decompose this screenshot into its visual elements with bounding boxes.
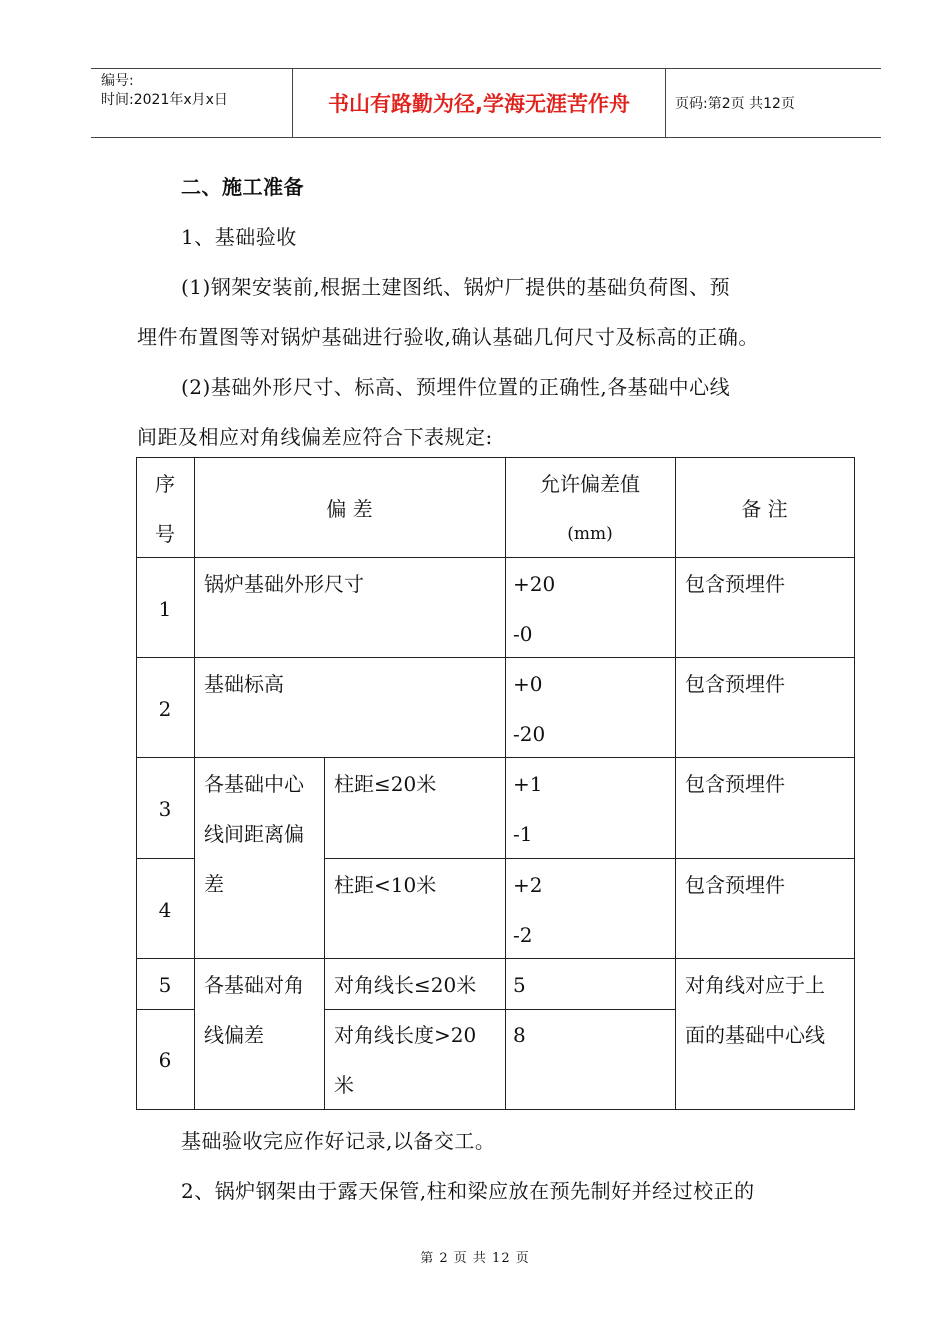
table-border-top (136, 457, 855, 458)
doc-number-label: 编号: (101, 73, 134, 89)
row-4-value-lower: -2 (513, 923, 533, 947)
group-2-label-line-1: 各基础对角 (204, 973, 304, 997)
row-1-seq: 1 (158, 597, 172, 621)
table-row-line (136, 657, 855, 658)
table-col-line (194, 457, 195, 1110)
doc-time-label: 时间:2021年x月x日 (101, 92, 228, 108)
row-2-note: 包含预埋件 (685, 672, 785, 696)
subsection-2-text: 2、锅炉钢架由于露天保管,柱和梁应放在预先制好并经过校正的 (181, 1179, 755, 1203)
row-2-value-lower: -20 (513, 722, 546, 746)
row-5-condition: 对角线长≤20米 (334, 973, 477, 997)
table-border-right (854, 457, 855, 1110)
row-4-note: 包含预埋件 (685, 873, 785, 897)
paragraph-2-line-1: (2)基础外形尺寸、标高、预埋件位置的正确性,各基础中心线 (181, 375, 731, 399)
page-footer: 第 2 页 共 12 页 (420, 1251, 530, 1266)
table-row-line (136, 557, 855, 558)
paragraph-2-line-2: 间距及相应对角线偏差应符合下表规定: (137, 425, 493, 449)
subsection-1-title: 1、基础验收 (181, 225, 297, 249)
table-row-line (324, 858, 855, 859)
row-2-seq: 2 (158, 697, 172, 721)
header-seq-1: 序 (155, 472, 175, 496)
group-1-label-line-2: 线间距离偏 (204, 822, 304, 846)
paragraph-1-line-2: 埋件布置图等对锅炉基础进行验收,确认基础几何尺寸及标高的正确。 (137, 325, 759, 349)
header-deviation: 偏 差 (326, 497, 373, 521)
table-border-bottom (136, 1109, 855, 1110)
row-4-seq: 4 (158, 898, 172, 922)
row-6-condition-line-1: 对角线长度>20 (334, 1023, 477, 1047)
row-3-note: 包含预埋件 (685, 772, 785, 796)
row-1-value-lower: -0 (513, 622, 533, 646)
section-title: 二、施工准备 (181, 175, 304, 199)
group-1-label-line-3: 差 (204, 872, 224, 896)
header-allowed-value: 允许偏差值 (540, 472, 640, 496)
table-row-line (136, 858, 194, 859)
row-6-condition-line-2: 米 (334, 1073, 354, 1097)
header-slogan: 书山有路勤为径,学海无涯苦作舟 (328, 92, 630, 116)
row-4-value-upper: +2 (513, 873, 543, 897)
row-2-value-upper: +0 (513, 672, 543, 696)
row-2-item: 基础标高 (204, 672, 284, 696)
header-unit: (mm) (567, 524, 613, 544)
row-5-seq: 5 (158, 973, 172, 997)
table-row-line (136, 757, 855, 758)
row-3-seq: 3 (158, 797, 172, 821)
row-3-value-lower: -1 (513, 822, 533, 846)
table-col-line (324, 757, 325, 1110)
table-row-line (136, 958, 855, 959)
row-1-value-upper: +20 (513, 572, 556, 596)
group-2-label-line-2: 线偏差 (204, 1023, 264, 1047)
paragraph-1-line-1: (1)钢架安装前,根据土建图纸、锅炉厂提供的基础负荷图、预 (181, 275, 731, 299)
header-page-info: 页码:第2页 共12页 (675, 96, 795, 112)
header-note: 备 注 (741, 497, 788, 521)
row-6-value: 8 (513, 1023, 526, 1047)
group-1-label-line-1: 各基础中心 (204, 772, 304, 796)
group-2-note-line-1: 对角线对应于上 (685, 973, 825, 997)
row-6-seq: 6 (158, 1048, 172, 1072)
row-5-value: 5 (513, 973, 526, 997)
row-1-note: 包含预埋件 (685, 572, 785, 596)
row-4-condition: 柱距<10米 (334, 873, 437, 897)
row-3-value-upper: +1 (513, 772, 543, 796)
table-col-line (675, 457, 676, 1110)
header-seq-2: 号 (155, 522, 175, 546)
after-table-text: 基础验收完应作好记录,以备交工。 (181, 1129, 496, 1153)
row-3-condition: 柱距≤20米 (334, 772, 437, 796)
group-2-note-line-2: 面的基础中心线 (685, 1023, 825, 1047)
row-1-item: 锅炉基础外形尺寸 (204, 572, 364, 596)
